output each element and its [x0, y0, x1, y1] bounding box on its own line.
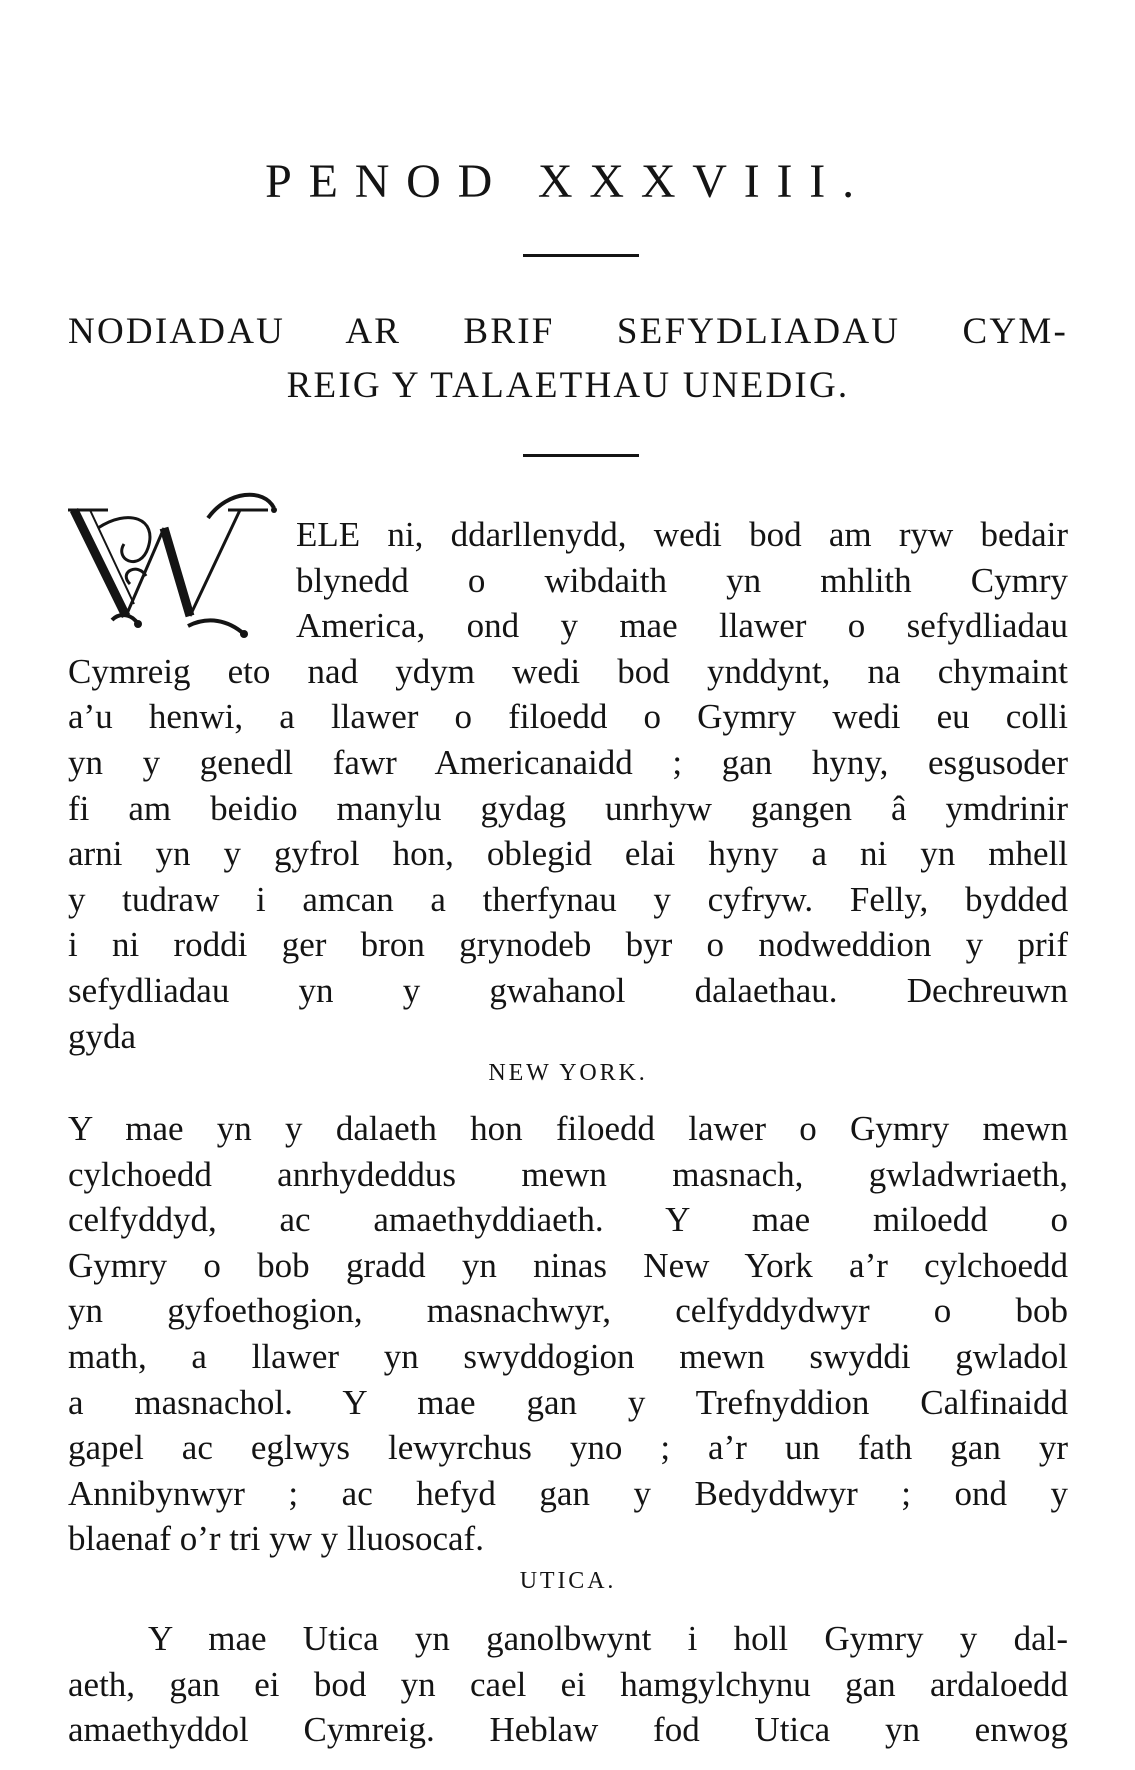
section-heading-new-york: NEW YORK.: [488, 1060, 648, 1086]
intro-paragraph: [68, 512, 1068, 1059]
text-line: gyda: [68, 1016, 137, 1056]
text-line: fi am beidio manylu gydag unrhyw gangen â ymdrinir: [68, 788, 1068, 828]
text-line: math, a llawer yn swyddogion mewn swyddi gwladol: [68, 1336, 1068, 1376]
chapter-title: PENOD XXXVIII.: [265, 155, 871, 208]
text-line: amaethyddol Cymreig. Heblaw fod Utica yn enwog: [68, 1710, 1068, 1750]
text-line: y tudraw i amcan a therfynau y cyfryw. Felly, bydded: [68, 879, 1068, 919]
text-line: ELE ni, ddarllenydd, wedi bod am ryw bedair: [296, 515, 1068, 554]
text-line: a’u henwi, a llawer o filoedd o Gymry wedi eu colli: [68, 697, 1068, 737]
section-heading-utica: UTICA.: [519, 1568, 617, 1594]
text-line: Cymreig eto nad ydym wedi bod ynddynt, na chymaint: [68, 651, 1068, 691]
text-line: a masnachol. Y mae gan y Trefnyddion Calfinaidd: [68, 1382, 1068, 1422]
text-line: aeth, gan ei bod yn cael ei hamgylchynu gan ardaloedd: [68, 1664, 1068, 1704]
subtitle-rule: [523, 454, 639, 457]
text-line: Y mae Utica yn ganolbwynt i holl Gymry y dal-: [148, 1619, 1068, 1658]
text-line: yn y genedl fawr Americanaidd ; gan hyny, esgusoder: [68, 742, 1068, 782]
text-line: Y mae yn y dalaeth hon filoedd lawer o Gymry mewn: [68, 1109, 1068, 1148]
book-page: [68, 0, 1068, 1770]
text-line: Gymry o bob gradd yn ninas New York a’r cylchoedd: [68, 1245, 1068, 1285]
subtitle-line-1: NODIADAU AR BRIF SEFYDLIADAU CYM-: [68, 311, 1068, 352]
dropcap-letter: W: [68, 488, 70, 489]
text-line: arni yn y gyfrol hon, oblegid elai hyny a ni yn mhell: [68, 834, 1068, 874]
new-york-paragraph: [68, 1106, 1068, 1562]
text-line: blynedd o wibdaith yn mhlith Cymry: [296, 560, 1068, 600]
title-rule: [523, 254, 639, 257]
text-line: cylchoedd anrhydeddus mewn masnach, gwladwriaeth,: [68, 1154, 1068, 1194]
text-line: sefydliadau yn y gwahanol dalaethau. Dechreuwn: [68, 970, 1068, 1010]
text-line: America, ond y mae llawer o sefydliadau: [296, 606, 1068, 646]
text-line: yn gyfoethogion, masnachwyr, celfyddydwyr o bob: [68, 1291, 1068, 1331]
text-line: gapel ac eglwys lewyrchus yno ; a’r un fath gan yr: [68, 1428, 1068, 1468]
subtitle-line-2: REIG Y TALAETHAU UNEDIG.: [286, 365, 850, 406]
text-line: Annibynwyr ; ac hefyd gan y Bedyddwyr ; ond y: [68, 1473, 1068, 1513]
utica-paragraph: [68, 1616, 1068, 1753]
text-line: i ni roddi ger bron grynodeb byr o nodweddion y prif: [68, 925, 1068, 965]
text-line: celfyddyd, ac amaethyddiaeth. Y mae miloedd o: [68, 1200, 1068, 1240]
text-line: blaenaf o’r tri yw y lluosocaf.: [68, 1519, 484, 1559]
chapter-subtitle: [68, 305, 1068, 413]
